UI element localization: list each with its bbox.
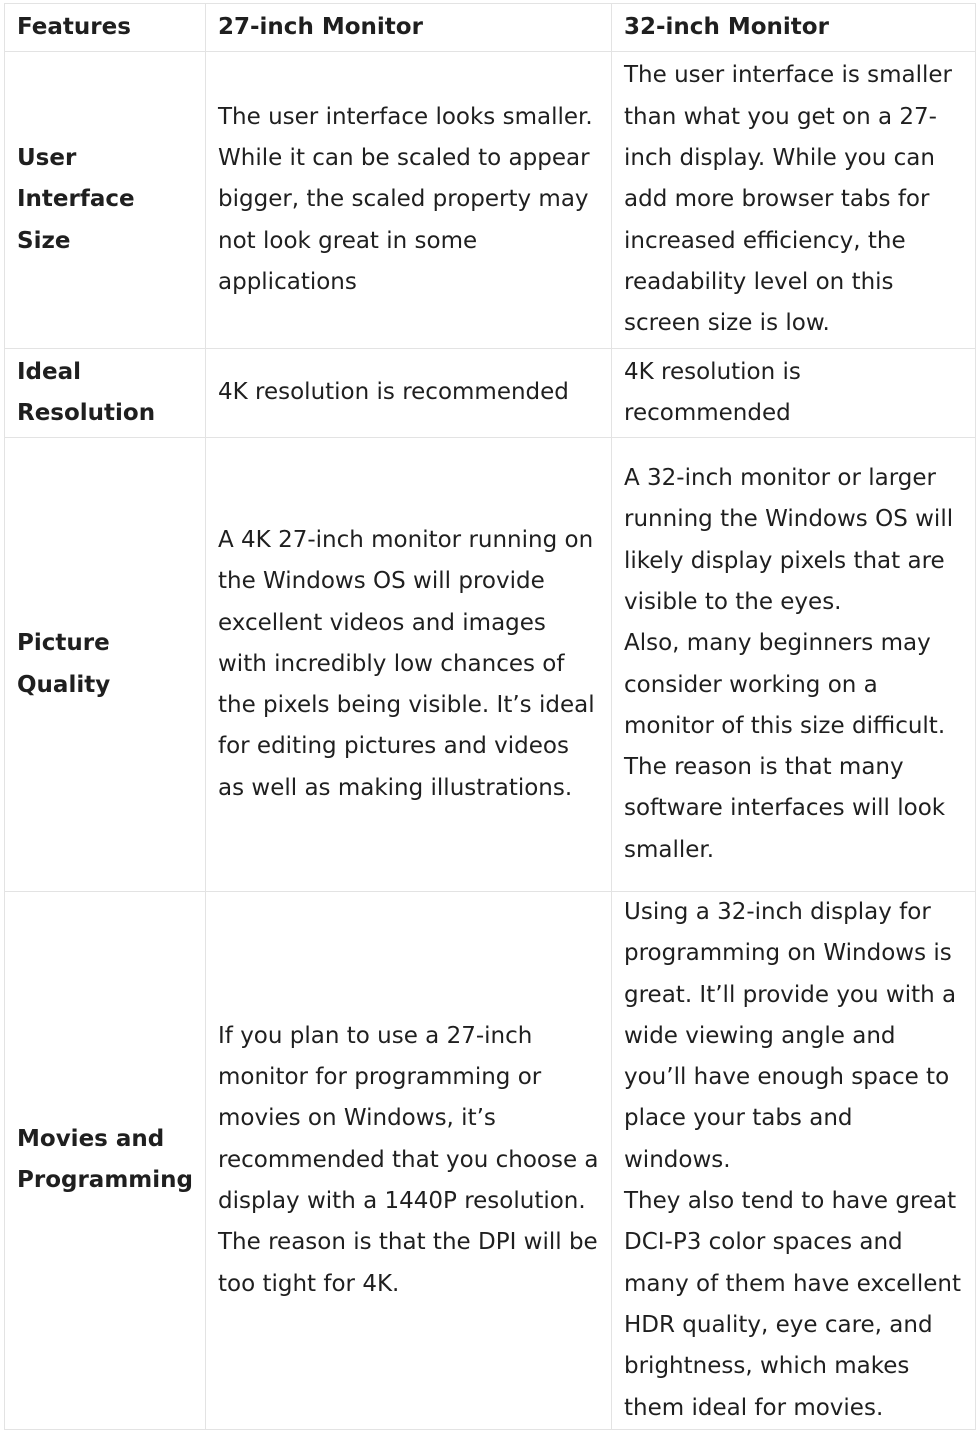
feature-cell: Picture Quality (5, 438, 206, 892)
monitor-32-cell (612, 52, 976, 349)
cell-paragraph: If you plan to use a 27-inch monitor for programming or movies on Windows, it’s recommended that you choose a display with a 1440P resolution. The reason is that the DPI will be too tight for 4K. (218, 1022, 599, 1297)
cell-paragraph: A 4K 27-inch monitor running on the Windows OS will provide excellent videos and images with incredibly low chances of the pixels being visible. It’s ideal for editing pictures and videos as well as making illustrations. (218, 526, 595, 801)
table-row (5, 438, 976, 892)
feature-cell: Ideal Resolution (5, 349, 206, 438)
table-row (5, 52, 976, 349)
cell-paragraph: Also, many beginners may consider working on a monitor of this size difficult. The reason is that many software interfaces will look smaller. (624, 630, 946, 863)
cell-paragraph: Using a 32-inch display for programming on Windows is great. It’ll provide you with a wide viewing angle and you’ll have enough space to place your tabs and windows. (624, 899, 957, 1173)
cell-paragraph: A 32-inch monitor or larger running the Windows OS will likely display pixels that are visible to the eyes. (624, 465, 954, 615)
header-row (5, 4, 976, 52)
header-32-inch-monitor: 32-inch Monitor (612, 4, 976, 52)
header-27-inch-monitor: 27-inch Monitor (206, 4, 612, 52)
cell-paragraph: The user interface looks smaller. While it can be scaled to appear bigger, the scaled property may not look great in some applications (218, 103, 593, 295)
feature-cell: User Interface Size (5, 52, 206, 349)
monitor-32-cell (612, 349, 976, 438)
cell-paragraph: 4K resolution is recommended (218, 379, 569, 406)
cell-paragraph: They also tend to have great DCI-P3 color spaces and many of them have excellent HDR quality, eye care, and brightness, which makes them ideal for movies. (624, 1188, 961, 1421)
monitor-32-cell (612, 438, 976, 892)
monitor-27-cell (206, 892, 612, 1430)
table-row (5, 892, 976, 1430)
monitor-27-cell (206, 438, 612, 892)
monitor-27-cell (206, 52, 612, 349)
monitor-27-cell (206, 349, 612, 438)
monitor-32-cell (612, 892, 976, 1430)
comparison-table (4, 3, 976, 1430)
feature-cell: Movies and Programming (5, 892, 206, 1430)
cell-paragraph: The user interface is smaller than what you get on a 27-inch display. While you can add more browser tabs for increased efficiency, the readability level on this screen size is low. (624, 62, 953, 337)
cell-paragraph: 4K resolution is recommended (624, 358, 801, 426)
table-row (5, 349, 976, 438)
header-features: Features (5, 4, 206, 52)
